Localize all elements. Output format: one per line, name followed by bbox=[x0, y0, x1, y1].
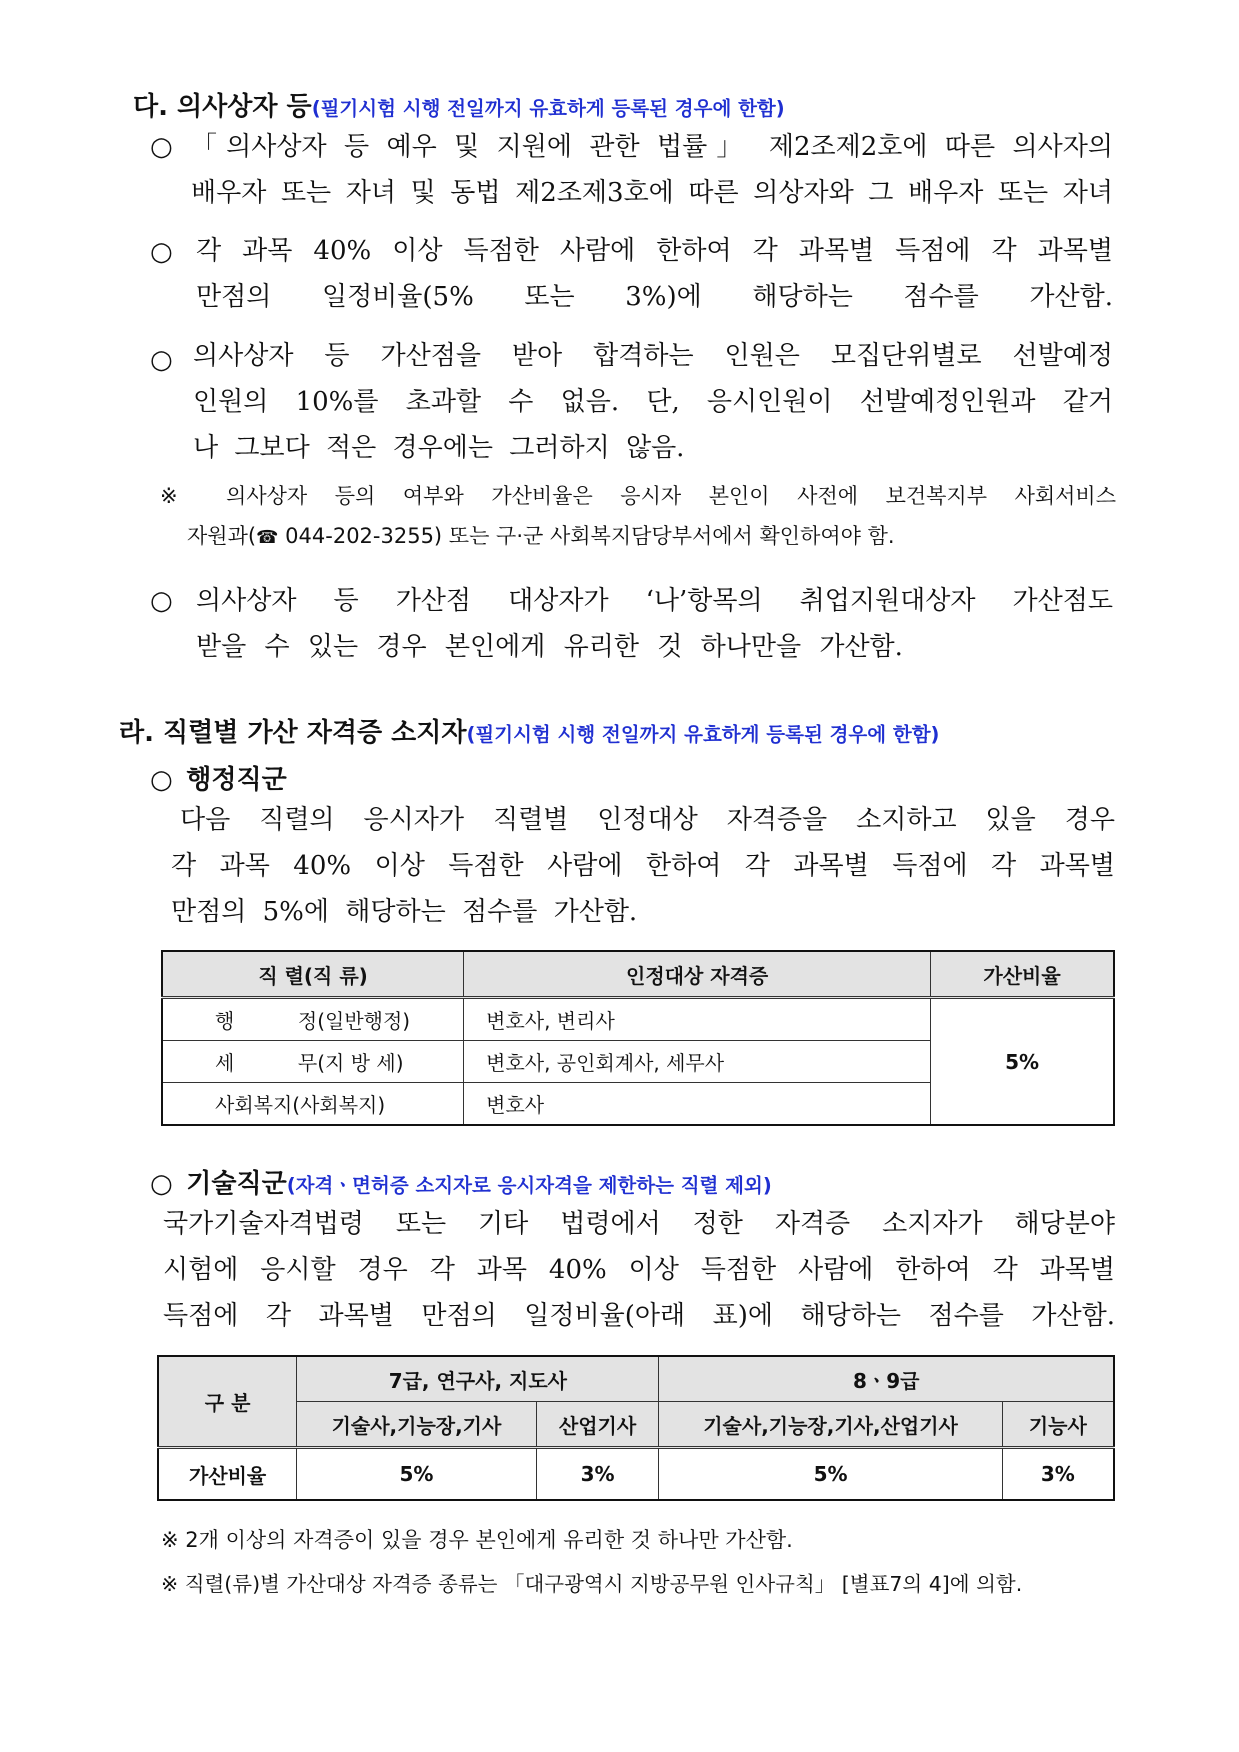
text-line: 받을 수 있는 경우 본인에게 유리한 것 하나만을 가산함. bbox=[196, 632, 903, 662]
admin-group-heading bbox=[150, 759, 287, 796]
bullet-symbol: ○ bbox=[150, 345, 173, 375]
table-row bbox=[162, 998, 1114, 1041]
admin-group-text bbox=[171, 797, 1115, 935]
certs-cell: 변호사, 변리사 bbox=[464, 998, 931, 1041]
tech-rate-table bbox=[157, 1355, 1115, 1501]
text-line: 다음 직렬의 응시자가 직렬별 인정대상 자격증을 소지하고 있을 경우 bbox=[180, 805, 1115, 835]
tech-group-heading bbox=[150, 1163, 772, 1200]
text-line: 자원과( bbox=[187, 524, 257, 548]
rate-cell: 3% bbox=[1002, 1448, 1114, 1501]
text-line: 배우자 또는 자녀 및 동법 제2조제3호에 따른 의상자와 그 배우자 또는 자녀 bbox=[191, 178, 1113, 208]
table-subheader-cell: 기능사 bbox=[1002, 1402, 1114, 1448]
rate-cell: 3% bbox=[536, 1448, 659, 1501]
da-bullet1-text bbox=[191, 124, 1113, 216]
section-ra-title: 라. 직렬별 가산 자격증 소지자 bbox=[119, 718, 467, 748]
table-corner-cell: 구 분 bbox=[158, 1356, 297, 1448]
row-label-cell: 가산비율 bbox=[158, 1448, 297, 1501]
table-group-header: 8ㆍ9급 bbox=[659, 1356, 1114, 1402]
table-subheader-cell: 기술사,기능장,기사 bbox=[297, 1402, 536, 1448]
admin-group-title: 행정직군 bbox=[186, 765, 287, 795]
text-line: 득점에 각 과목별 만점의 일정비율(아래 표)에 해당하는 점수를 가산함. bbox=[163, 1301, 1115, 1331]
da-bullet3-text bbox=[193, 333, 1113, 471]
admin-cert-table bbox=[161, 950, 1115, 1126]
da-bullet4-text bbox=[196, 578, 1113, 670]
table-row bbox=[158, 1448, 1114, 1501]
text-line: ※ 의사상자 등의 여부와 가산비율은 응시자 본인이 사전에 보건복지부 사회서비스 bbox=[160, 484, 1116, 508]
text-line: 만점의 5%에 해당하는 점수를 가산함. bbox=[171, 897, 638, 927]
text-line: 시험에 응시할 경우 각 과목 40% 이상 득점한 사람에 한하여 각 과목별 bbox=[163, 1255, 1115, 1285]
bullet-symbol: ○ bbox=[150, 237, 173, 267]
ra-remarks bbox=[161, 1518, 1022, 1606]
rate-cell: 5% bbox=[659, 1448, 1002, 1501]
table-header-cell: 인정대상 자격증 bbox=[464, 951, 931, 998]
text-line: 각 과목 40% 이상 득점한 사람에 한하여 각 과목별 득점에 각 과목별 bbox=[171, 851, 1115, 881]
table-group-header: 7급, 연구사, 지도사 bbox=[297, 1356, 659, 1402]
section-da-title: 다. 의사상자 등 bbox=[133, 92, 312, 122]
bullet-symbol: ○ bbox=[150, 765, 173, 795]
phone-icon: ☎ bbox=[256, 527, 279, 548]
text-line: 각 과목 40% 이상 득점한 사람에 한하여 각 과목별 득점에 각 과목별 bbox=[196, 236, 1113, 266]
table-subheader-row bbox=[158, 1402, 1114, 1448]
certs-cell: 변호사 bbox=[464, 1083, 931, 1126]
series-cell: 사회복지(사회복지) bbox=[162, 1083, 464, 1126]
da-bullet2-text bbox=[196, 228, 1113, 320]
text-line: 의사상자 등 가산점 대상자가 ‘나’항목의 취업지원대상자 가산점도 bbox=[196, 586, 1113, 616]
section-ra-heading bbox=[119, 712, 939, 749]
table-header-row bbox=[162, 951, 1114, 998]
remark-line: ※ 2개 이상의 자격증이 있을 경우 본인에게 유리한 것 하나만 가산함. bbox=[161, 1528, 793, 1552]
section-ra-note: (필기시험 시행 전일까지 유효하게 등록된 경우에 한함) bbox=[466, 723, 940, 746]
section-da-heading bbox=[133, 86, 785, 123]
text-line: 「의사상자 등 예우 및 지원에 관한 법률」 제2조제2호에 따른 의사자의 bbox=[191, 132, 1113, 162]
text-line: 국가기술자격법령 또는 기타 법령에서 정한 자격증 소지자가 해당분야 bbox=[163, 1209, 1115, 1239]
bullet-symbol: ○ bbox=[150, 1169, 173, 1199]
tech-group-text bbox=[163, 1201, 1115, 1339]
text-line: 만점의 일정비율(5% 또는 3%)에 해당하는 점수를 가산함. bbox=[196, 282, 1113, 312]
text-line: 의사상자 등 가산점을 받아 합격하는 인원은 모집단위별로 선발예정 bbox=[193, 341, 1113, 371]
bullet-symbol: ○ bbox=[150, 586, 173, 616]
rate-cell: 5% bbox=[931, 998, 1114, 1126]
table-header-row bbox=[158, 1356, 1114, 1402]
tech-group-note: (자격ㆍ면허증 소지자로 응시자격을 제한하는 직렬 제외) bbox=[286, 1174, 772, 1197]
table-subheader-cell: 기술사,기능장,기사,산업기사 bbox=[659, 1402, 1002, 1448]
text-line: 인원의 10%를 초과할 수 없음. 단, 응시인원이 선발예정인원과 같거 bbox=[193, 387, 1113, 417]
text-line: 나 그보다 적은 경우에는 그러하지 않음. bbox=[193, 433, 685, 463]
series-cell: 행 정(일반행정) bbox=[162, 998, 464, 1041]
certs-cell: 변호사, 공인회계사, 세무사 bbox=[464, 1041, 931, 1083]
series-cell: 세 무(지 방 세) bbox=[162, 1041, 464, 1083]
remark-line: ※ 직렬(류)별 가산대상 자격증 종류는 「대구광역시 지방공무원 인사규칙」 [별표7의 4]에 의함. bbox=[161, 1572, 1023, 1596]
bullet-symbol: ○ bbox=[150, 132, 173, 162]
table-header-cell: 직 렬(직 류) bbox=[162, 951, 464, 998]
tech-group-title: 기술직군 bbox=[186, 1169, 287, 1199]
section-da-note: (필기시험 시행 전일까지 유효하게 등록된 경우에 한함) bbox=[311, 97, 785, 120]
rate-cell: 5% bbox=[297, 1448, 536, 1501]
table-subheader-cell: 산업기사 bbox=[536, 1402, 659, 1448]
table-header-cell: 가산비율 bbox=[931, 951, 1114, 998]
da-remark bbox=[160, 476, 1116, 558]
text-line: 044-202-3255) 또는 구·군 사회복지담당부서에서 확인하여야 함. bbox=[285, 524, 895, 548]
